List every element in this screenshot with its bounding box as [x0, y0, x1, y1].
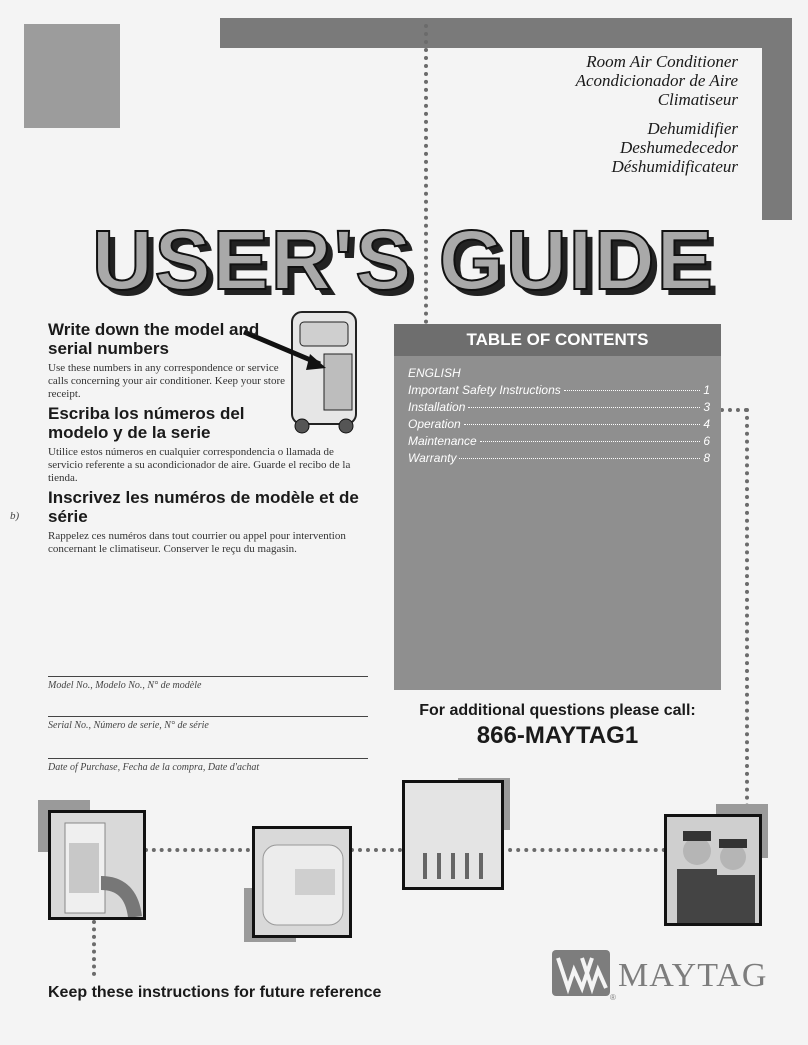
dotted-line	[92, 920, 96, 976]
decorative-top-bar	[220, 18, 792, 48]
section-body: Utilice estos números en cualquier correspondencia o llamada de servicio referente a su acondicionador de aire. Guarde el recibo de la tienda.	[48, 446, 351, 484]
toc-item[interactable]: Warranty 8	[408, 451, 710, 465]
title-line: Deshumedecedor	[619, 138, 738, 157]
guide-title: USER'S GUIDE	[92, 213, 715, 307]
section-body: Use these numbers in any correspondence or service calls concerning your air conditioner. Keep your store receipt.	[48, 362, 286, 400]
dotted-line	[144, 848, 250, 852]
registered-mark: ®	[610, 993, 616, 1000]
section-write-down	[48, 320, 368, 413]
keep-note: Keep these instructions for future reference	[48, 984, 382, 1001]
purchase-date-label: Date of Purchase, Fecha de la compra, Date d'achat	[48, 762, 260, 773]
section-heading: serial numbers	[48, 339, 169, 358]
section-body: Rappelez ces numéros dans tout courrier ou appel pour intervention concernant le climatiseur. Conserver le reçu du magasin.	[48, 530, 346, 555]
section-heading: Escriba los números del	[48, 404, 245, 423]
maytag-logo	[552, 948, 772, 1005]
serial-number-line[interactable]	[48, 716, 368, 717]
section-heading: série	[48, 507, 88, 526]
dotted-line	[500, 848, 666, 852]
toc-language: ENGLISH	[408, 366, 461, 380]
title-line: Room Air Conditioner	[586, 52, 738, 71]
support-call-box	[394, 702, 721, 750]
call-question: For additional questions please call:	[419, 702, 696, 719]
photo-unit-vent	[402, 780, 504, 890]
model-number-line[interactable]	[48, 676, 368, 677]
maytag-logo-mark	[552, 948, 772, 1000]
section-heading: modelo y de la serie	[48, 423, 211, 442]
purchase-date-line[interactable]	[48, 758, 368, 759]
photo-unit-side	[48, 810, 146, 920]
photo-technicians	[664, 814, 762, 926]
section-heading: Write down the model and	[48, 320, 260, 339]
toc-heading: TABLE OF CONTENTS	[394, 324, 721, 356]
decorative-right-bar	[762, 18, 792, 220]
title-line: Climatiseur	[657, 90, 738, 109]
phone-number[interactable]: 866-MAYTAG1	[476, 722, 639, 749]
toc-item[interactable]: Operation 4	[408, 417, 710, 431]
title-line: Dehumidifier	[647, 119, 738, 138]
model-number-label: Model No., Modelo No., N° de modèle	[48, 680, 202, 691]
toc-item[interactable]: Maintenance 6	[408, 434, 710, 448]
title-line: Déshumidificateur	[611, 157, 738, 176]
toc-list	[408, 364, 710, 467]
title-line: Acondicionador de Aire	[575, 71, 738, 90]
brand-wordmark: MAYTAG	[618, 957, 768, 994]
dotted-line	[350, 848, 402, 852]
serial-number-label: Serial No., Número de serie, N° de série	[48, 720, 209, 731]
section-heading: Inscrivez les numéros de modèle et de	[48, 488, 359, 507]
section-escriba	[48, 404, 368, 497]
photo-unit-top	[252, 826, 352, 938]
side-mark: b)	[10, 510, 20, 522]
dotted-line	[745, 408, 749, 808]
product-titles	[576, 52, 738, 176]
section-inscrivez	[48, 488, 368, 568]
decorative-corner-square	[24, 24, 120, 128]
toc-item[interactable]: Important Safety Instructions 1	[408, 383, 710, 397]
toc-item[interactable]: Installation 3	[408, 400, 710, 414]
